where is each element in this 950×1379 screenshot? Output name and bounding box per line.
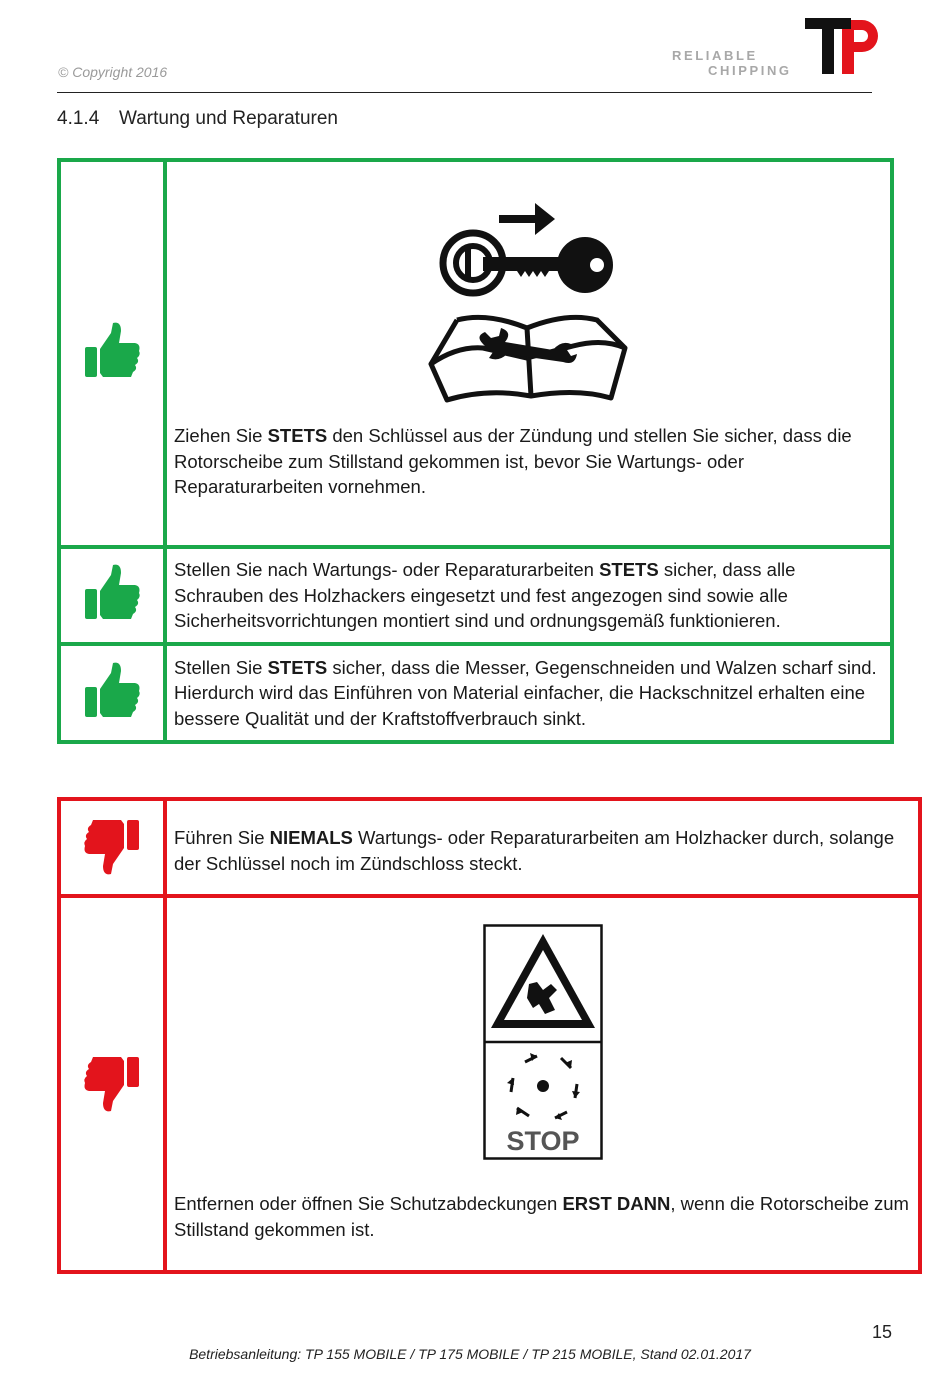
do-content-cell — [165, 547, 892, 644]
do-text-1: Ziehen Sie STETS den Schlüssel aus der Zündung und stellen Sie sicher, dass die Rotorscheibe zum Stillstand gekommen ist, bevor Sie Wartungs- oder Reparaturarbeiten vornehmen. — [174, 425, 852, 498]
thumbs-up-icon — [83, 661, 141, 721]
do-text-2: Stellen Sie nach Wartungs- oder Reparaturarbeiten STETS sicher, dass alle Schrauben des Holzhackers eingesetzt und fest angezogen sind sowie alle Sicherheitsvorrichtungen montiert sind und ordnungsgemäß funktionieren. — [174, 559, 796, 632]
do-text-3: Stellen Sie STETS sicher, dass die Messer, Gegenschneiden und Walzen scharf sind. Hierdurch wird das Einführen von Material einfacher, die Hackschnitzel erhalten eine bessere Qualität und der Kraftstoffverbrauch sinkt. — [174, 656, 877, 729]
do-icon-cell — [59, 644, 165, 742]
section-title: Wartung und Reparaturen — [119, 108, 338, 129]
footer-text: Betriebsanleitung: TP 155 MOBILE / TP 175 MOBILE / TP 215 MOBILE, Stand 02.01.2017 — [189, 1346, 751, 1362]
rotor-warning-sign-icon — [483, 924, 603, 1160]
dont-content-cell — [165, 896, 920, 1272]
thumbs-down-icon — [83, 814, 141, 876]
do-icon-cell — [59, 160, 165, 547]
dont-text-1: Führen Sie NIEMALS Wartungs- oder Reparaturarbeiten am Holzhacker durch, solange der Schlüssel noch im Zündschloss steckt. — [174, 827, 895, 874]
do-table — [57, 158, 894, 744]
page-number: 15 — [872, 1322, 893, 1342]
do-row — [59, 160, 892, 547]
dont-row — [59, 896, 920, 1272]
pictogram-group — [167, 898, 918, 1165]
thumbs-up-icon — [83, 321, 141, 381]
section-number: 4.1.4 — [57, 108, 100, 129]
do-content-cell — [165, 160, 892, 547]
dont-content-cell — [165, 799, 920, 896]
brand-tagline — [672, 48, 792, 78]
brand-line-1: RELIABLE — [672, 48, 758, 63]
dont-icon-cell — [59, 896, 165, 1272]
header-rule — [57, 92, 872, 93]
dont-table — [57, 797, 922, 1274]
thumbs-down-icon — [83, 1051, 141, 1113]
do-row — [59, 644, 892, 742]
do-row — [59, 547, 892, 644]
pictogram-group — [167, 185, 890, 409]
dont-text-2: Entfernen oder öffnen Sie Schutzabdeckungen ERST DANN, wenn die Rotorscheibe zum Stillstand gekommen ist. — [174, 1193, 909, 1240]
do-icon-cell — [59, 547, 165, 644]
dont-row — [59, 799, 920, 896]
tp-logo — [802, 14, 878, 78]
key-ignition-icon — [437, 193, 621, 303]
copyright-text: © Copyright 2016 — [58, 64, 168, 80]
section-heading — [57, 108, 338, 130]
stop-label: STOP — [505, 1126, 580, 1156]
do-content-cell — [165, 644, 892, 742]
thumbs-up-icon — [83, 563, 141, 623]
brand-line-2: CHIPPING — [708, 63, 792, 78]
manual-wrench-icon — [427, 308, 631, 404]
dont-icon-cell — [59, 799, 165, 896]
